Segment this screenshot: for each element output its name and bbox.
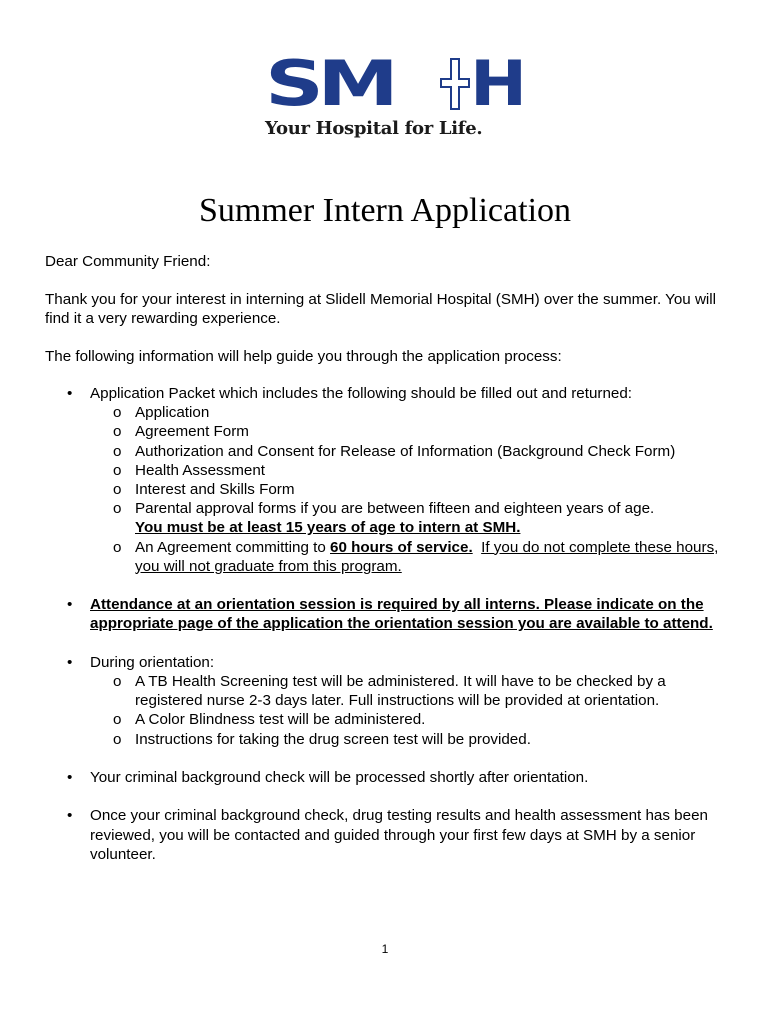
logo-letter-h: H bbox=[470, 47, 528, 120]
packet-sublist bbox=[90, 403, 735, 576]
salutation: Dear Community Friend: bbox=[45, 253, 211, 270]
orientation-sublist bbox=[90, 672, 735, 749]
packet-item: o Interest and Skills Form bbox=[90, 480, 735, 499]
document-title: Summer Intern Application bbox=[198, 192, 572, 229]
list-item-background bbox=[45, 768, 735, 787]
orientation-item: o Instructions for taking the drug screen test will be provided. bbox=[90, 730, 735, 749]
packet-item: o Agreement Form bbox=[90, 422, 735, 441]
orientation-lead: During orientation: bbox=[90, 653, 215, 671]
attendance-requirement: Attendance at an orientation session is required by all interns. Please indicate on the appropriate page of the application the orientation session you are available to attend. bbox=[90, 596, 713, 633]
background-check-text: Your criminal background check will be processed shortly after orientation. bbox=[90, 769, 589, 787]
packet-item-parental bbox=[90, 499, 735, 537]
parental-text: Parental approval forms if you are between fifteen and eighteen years of age. bbox=[135, 500, 655, 518]
list-item-orientation bbox=[45, 653, 735, 749]
orientation-item: o A Color Blindness test will be administered. bbox=[90, 710, 735, 729]
hours-requirement: 60 hours of service bbox=[330, 538, 469, 556]
packet-item: o Authorization and Consent for Release of Information (Background Check Form) bbox=[90, 442, 735, 461]
page-number: 1 bbox=[381, 942, 389, 956]
cross-icon bbox=[440, 58, 470, 110]
logo-tagline: Your Hospital for Life. bbox=[265, 118, 483, 139]
list-item-attendance bbox=[45, 595, 735, 633]
packet-item: o Health Assessment bbox=[90, 461, 735, 480]
guide-paragraph: The following information will help guide you through the application process: bbox=[45, 348, 562, 365]
smh-logo bbox=[265, 47, 528, 146]
intro-paragraph: Thank you for your interest in interning at Slidell Memorial Hospital (SMH) over the summer. You will find it a very rewarding experience. bbox=[45, 291, 717, 328]
graduation-warning: If you do not complete these hours, you will not graduate from this program. bbox=[135, 538, 719, 575]
packet-item-agreement bbox=[90, 538, 735, 576]
agreement-period: . bbox=[468, 538, 473, 556]
age-requirement: You must be at least 15 years of age to intern at SMH. bbox=[135, 519, 521, 537]
agreement-text: An Agreement committing to bbox=[135, 538, 330, 556]
list-item-packet bbox=[45, 384, 735, 576]
packet-lead: Application Packet which includes the following should be filled out and returned: bbox=[90, 385, 633, 402]
list-item-followup bbox=[45, 806, 735, 864]
logo-letters: SM bbox=[265, 47, 393, 120]
instructions-list bbox=[45, 384, 735, 883]
orientation-item: o A TB Health Screening test will be administered. It will have to be checked by a registered nurse 2-3 days later. Full instructions will be provided at orientation. bbox=[90, 672, 735, 710]
packet-item: o Application bbox=[90, 403, 735, 422]
followup-text: Once your criminal background check, drug testing results and health assessment has been reviewed, you will be contacted and guided through your first few days at SMH by a senior volunteer. bbox=[90, 807, 708, 863]
